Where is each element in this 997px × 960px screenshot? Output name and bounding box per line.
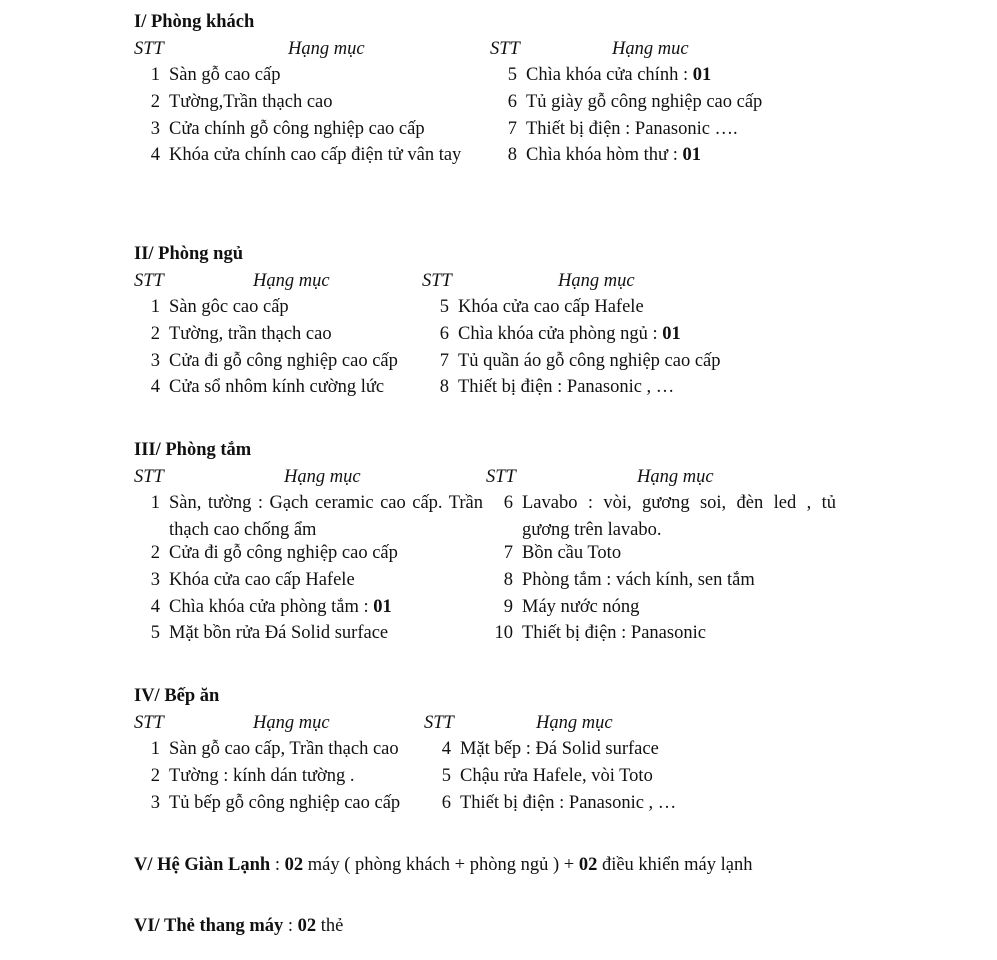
line-label: VI/ Thẻ thang máy: [134, 916, 284, 936]
col-stt-right: STT: [490, 38, 520, 59]
list-item: 8 Chìa khóa hòm thư : 01: [507, 145, 701, 166]
list-item: 7 Thiết bị điện : Panasonic ….: [507, 118, 738, 139]
list-item: 4 Khóa cửa chính cao cấp điện tử vân tay: [150, 145, 462, 166]
column-header-row: [134, 36, 689, 63]
elevator-card-line: VI/ Thẻ thang máy : 02 thẻ: [134, 916, 344, 936]
list-item: 1 Sàn gỗ cao cấp, Trần thạch cao: [150, 739, 399, 760]
section-phong-khach: [134, 9, 763, 169]
list-item: 5 Khóa cửa cao cấp Hafele: [439, 297, 644, 318]
section-title: II/ Phòng ngủ: [134, 244, 243, 264]
list-item: 6 Chìa khóa cửa phòng ngủ : 01: [439, 324, 681, 345]
list-item: 2 Tường : kính dán tường .: [150, 766, 355, 787]
section-phong-tam: [134, 437, 836, 650]
list-item: 9 Máy nước nóng: [503, 596, 640, 617]
col-item: Hạng mục: [288, 38, 365, 59]
section-title: IV/ Bếp ăn: [134, 686, 220, 706]
section-title: III/ Phòng tắm: [134, 440, 252, 460]
list-item: 8 Thiết bị điện : Panasonic , …: [439, 377, 675, 398]
list-item: 3 Tủ bếp gỗ công nghiệp cao cấp: [150, 792, 401, 813]
list-item: 5 Mặt bồn rửa Đá Solid surface: [150, 623, 389, 644]
list-item: 2 Cửa đi gỗ công nghiệp cao cấp: [150, 543, 398, 564]
col-stt: STT: [134, 712, 164, 733]
col-stt: STT: [134, 38, 164, 59]
col-item-right: Hạng mục: [536, 712, 613, 733]
list-item: 4 Cửa sổ nhôm kính cường lức: [150, 377, 385, 398]
section-phong-ngu: [134, 241, 721, 401]
list-item: 4 Chìa khóa cửa phòng tắm : 01: [150, 596, 392, 617]
list-item: 3 Khóa cửa cao cấp Hafele: [150, 570, 355, 591]
line-label: V/ Hệ Giàn Lạnh: [134, 855, 271, 875]
list-item: 6 Lavabo : vòi, gương soi, đèn led , tủ gương trên lavabo.: [503, 493, 836, 541]
list-item: 8 Phòng tắm : vách kính, sen tắm: [503, 570, 755, 591]
list-item: 6 Thiết bị điện : Panasonic , …: [441, 792, 677, 813]
list-item: 1 Sàn, tường : Gạch ceramic cao cấp. Trần thạch cao chống ẩm: [150, 493, 483, 541]
col-stt: STT: [134, 270, 164, 291]
col-stt: STT: [134, 466, 164, 487]
column-header-row: [134, 268, 635, 295]
col-item-right: Hạng mục: [637, 466, 714, 487]
list-item: 1 Sàn gỗ cao cấp: [150, 65, 281, 86]
list-item: 7 Bồn cầu Toto: [503, 543, 622, 564]
list-item: 10 Thiết bị điện : Panasonic: [494, 623, 706, 644]
col-item-right: Hạng mục: [558, 270, 635, 291]
list-item: 4 Mặt bếp : Đá Solid surface: [441, 739, 659, 760]
section-title: I/ Phòng khách: [134, 12, 255, 32]
col-item: Hạng mục: [253, 712, 330, 733]
col-item: Hạng mục: [253, 270, 330, 291]
list-item: 7 Tủ quần áo gỗ công nghiệp cao cấp: [439, 350, 721, 371]
column-header-row: [134, 464, 714, 491]
list-item: 5 Chậu rửa Hafele, vòi Toto: [441, 766, 653, 787]
col-stt-right: STT: [422, 270, 452, 291]
section-bep-an: [134, 683, 677, 816]
list-item: 3 Cửa chính gỗ công nghiệp cao cấp: [150, 118, 425, 139]
col-item-right: Hạng muc: [612, 38, 689, 59]
list-item: 2 Tường, trần thạch cao: [150, 324, 332, 345]
list-item: 6 Tủ giày gỗ công nghiệp cao cấp: [507, 92, 763, 113]
list-item: 3 Cửa đi gỗ công nghiệp cao cấp: [150, 350, 398, 371]
col-stt-right: STT: [486, 466, 516, 487]
list-item: 2 Tường,Trần thạch cao: [150, 92, 333, 113]
list-item: 5 Chìa khóa cửa chính : 01: [507, 65, 712, 86]
list-item: 1 Sàn gôc cao cấp: [150, 297, 289, 318]
col-stt-right: STT: [424, 712, 454, 733]
column-header-row: [134, 710, 613, 737]
air-conditioning-line: V/ Hệ Giàn Lạnh : 02 máy ( phòng khách + phòng ngủ ) + 02 điều khiển máy lạnh: [134, 855, 753, 875]
col-item: Hạng mục: [284, 466, 361, 487]
